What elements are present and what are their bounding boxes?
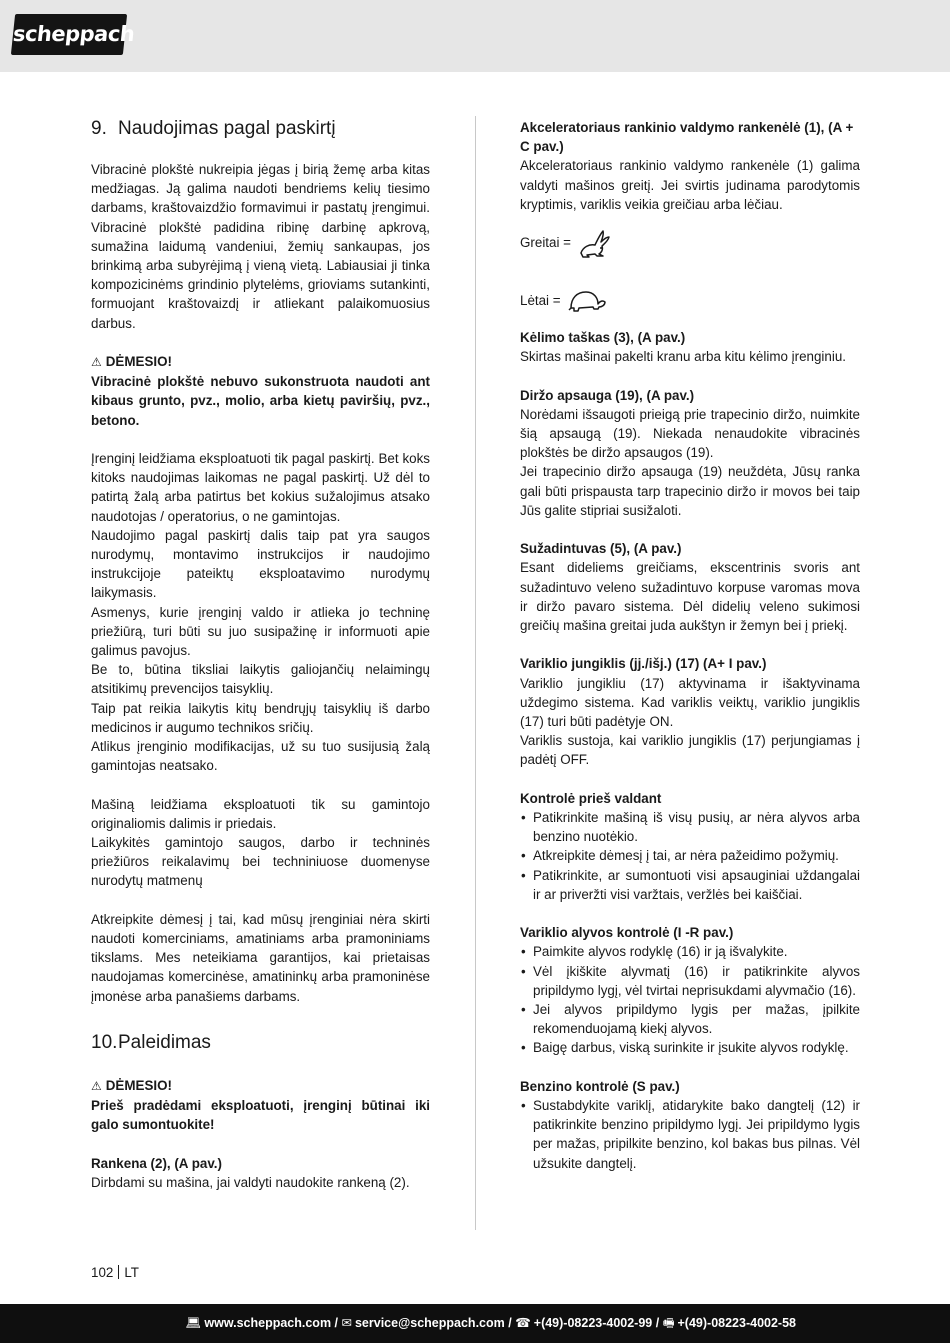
list-item: • Baigę darbus, viską surinkite ir įsukite alyvos rodyklę.	[520, 1038, 860, 1057]
engine-switch-heading: Variklio jungiklis (jj./išj.) (17) (A+ I pav.)	[520, 656, 767, 672]
phone-icon: ☎	[515, 1316, 531, 1330]
left-column	[91, 118, 430, 1192]
usage-paragraph-2: Naudojimo pagal paskirtį dalis taip pat yra saugos nurodymų, montavimo instrukcijos ir naudojimo instrukcijoje pateiktų eksploatavimo nurodymų laikymasis.	[91, 527, 430, 601]
email-link[interactable]: service@scheppach.com /	[354, 1316, 512, 1330]
handle-heading: Rankena (2), (A pav.)	[91, 1155, 222, 1171]
list-item: • Sustabdykite variklį, atidarykite bako dangtelį (12) ir patikrinkite benzino pripildymo lygį. Jei pripildymo lygis per mažas, pripilkite benzino, kol bakas bus pilnas. Vėl užsukite dangtelį.	[520, 1096, 860, 1173]
exciter-heading: Sužadintuvas (5), (A pav.)	[520, 541, 682, 557]
warning-1-text: Vibracinė plokštė nebuvo sukonstruota naudoti ant kibaus grunto, pvz., molio, arba kietų paviršių, pvz., betono.	[91, 374, 430, 428]
section-10-number: 10.	[91, 1031, 118, 1053]
oil-check-heading: Variklio alyvos kontrolė (I -R pav.)	[520, 925, 734, 941]
warning-2-text: Prieš pradėdami eksploatuoti, įrenginį būtinai iki galo sumontuokite!	[91, 1098, 430, 1133]
phone-number: +(49)-08223-4002-99 /	[533, 1316, 660, 1330]
warning-icon: ⚠	[91, 1078, 102, 1093]
computer-icon: 💻︎	[185, 1316, 202, 1330]
fuel-check-heading: Benzino kontrolė (S pav.)	[520, 1078, 680, 1094]
warning-icon: ⚠	[91, 355, 102, 370]
section-10-title: Paleidimas	[118, 1031, 211, 1053]
belt-guard-text-2: Jei trapecinio diržo apsauga (19) neuždėta, Jūsų ranka gali būti prispausta tarp trapecinio diržo ir movos bei taip Jūs galite stipriai susižaloti.	[520, 464, 860, 518]
mail-icon: ✉	[341, 1316, 352, 1330]
rabbit-icon	[577, 227, 611, 259]
belt-guard-text-1: Norėdami išsaugoti prieigą prie trapecinio diržo, nuimkite šią apsaugą (19). Niekada nenaudokite vibracinės plokštės be diržo apsaugos (19).	[520, 406, 860, 461]
handle-text: Dirbdami su mašina, jai valdyti naudokite rankeną (2).	[91, 1174, 410, 1190]
commercial-use-paragraph: Atkreipkite dėmesį į tai, kad mūsų įrenginiai nėra skirti naudoti komerciniams, amatiniams arba pramoniniams tikslams. Mes neteikiama garantijos, kai prietaisas naudojamas komercinėse, amatininkų arba pramoninėse įmonėse arba panašiems darbams.	[91, 911, 430, 1004]
slow-row	[520, 282, 860, 320]
parts-paragraph-2: Laikykitės gamintojo saugos, darbo ir techninės priežiūros reikalavimų bei techniniuose duomenyse nurodytų matmenų	[91, 835, 430, 889]
parts-paragraph-1: Mašiną leidžiama eksploatuoti tik su gamintojo originaliomis dalimis ir priedais.	[91, 796, 430, 831]
pre-operation-check-list	[520, 808, 860, 904]
slow-label: Lėtai =	[520, 293, 561, 309]
section-9-title: Naudojimas pagal paskirtį	[118, 118, 336, 139]
warning-2	[91, 1076, 430, 1096]
list-item: • Patikrinkite, ar sumontuoti visi apsauginiai uždangalai ir ar priveržti visi varžtais, veržlės bei kaiščiai.	[520, 866, 860, 904]
usage-paragraph-4: Be to, būtina tiksliai laikytis galiojančių nelaimingų atsitikimų prevencijos taisyklių.	[91, 662, 430, 697]
accelerator-heading: Akceleratoriaus rankinio valdymo rankenėlė (1), (A + C pav.)	[520, 120, 854, 155]
turtle-icon	[567, 286, 607, 316]
list-item: • Patikrinkite mašiną iš visų pusių, ar nėra alyvos arba benzino nuotėkio.	[520, 808, 860, 846]
engine-switch-text-1: Variklio jungikliu (17) aktyvinama ir išaktyvinama uždegimo sistema. Kad variklis veiktų, variklio jungiklis (17) turi būti padėtyje ON.	[520, 675, 860, 730]
intended-use-paragraph: Vibracinė plokštė nukreipia jėgas į birią žemę arba kitas medžiagas. Ją galima naudoti bendriems kelių tiesimo darbams, kraštovaizdžio formavimui ir pastatų įrengimui. Vibracinė plokštė padidina ribinę darbinę apkrovą, sumažina laidumą vandeniui, žemių sankaupas, jos brinkimą arba subyrėjimą į vieną vietą. Labiausiai ji tinka kompozicinėms grindinio plytelėms, grioviams sutankinti, formuojant kraštovaizdį ir atliekant palaikomuosius darbus.	[91, 162, 430, 331]
website-link[interactable]: www.scheppach.com /	[204, 1316, 339, 1330]
usage-paragraph-6: Atlikus įrenginio modifikacijas, už su tuo susijusią žalą gamintojas neatsako.	[91, 739, 430, 774]
oil-check-list	[520, 942, 860, 1057]
warning-2-label: DĖMESIO!	[105, 1077, 172, 1093]
warning-1	[91, 352, 430, 372]
section-9-number: 9.	[91, 118, 107, 139]
usage-paragraph-3: Asmenys, kurie įrenginį valdo ir atlieka jo techninę priežiūrą, turi būti su juo susipažinę ir informuoti apie galimus pavojus.	[91, 604, 430, 659]
list-item: • Jei alyvos pripildymo lygis per mažas, įpilkite rekomenduojamą kiekį alyvos.	[520, 1000, 860, 1038]
fast-row	[520, 224, 860, 262]
section-9-heading	[91, 118, 430, 140]
warning-1-label: DĖMESIO!	[105, 354, 172, 370]
fax-number: +(49)-08223-4002-58	[677, 1316, 796, 1330]
list-item: • Paimkite alyvos rodyklę (16) ir ją išvalykite.	[520, 942, 860, 961]
engine-switch-text-2: Variklis sustoja, kai variklio jungiklis (17) perjungiamas į padėtį OFF.	[520, 733, 860, 768]
pre-operation-check-heading: Kontrolė prieš valdant	[520, 790, 662, 806]
column-divider	[475, 116, 476, 1230]
fax-icon: 🖷︎	[662, 1316, 675, 1330]
usage-paragraph-1: Įrenginį leidžiama eksploatuoti tik pagal paskirtį. Bet koks kitoks naudojimas laikomas ne pagal paskirtį. Už dėl to patirtą žalą arba patirtus bet kokius sužalojimus atsako naudotojas / operatorius, o ne gamintojas.	[91, 451, 430, 524]
list-item: • Vėl įkiškite alyvmatį (16) ir patikrinkite alyvos pripildymo lygį, vėl tvirtai neprisukdami alyvmačio (16).	[520, 962, 860, 1000]
belt-guard-heading: Diržo apsauga (19), (A pav.)	[520, 387, 695, 403]
header-bar	[0, 0, 950, 72]
contact-footer	[0, 1304, 950, 1343]
fast-label: Greitai =	[520, 235, 571, 251]
lifting-point-text: Skirtas mašinai pakelti kranu arba kitu kėlimo įrenginiu.	[520, 349, 846, 365]
lifting-point-heading: Kėlimo taškas (3), (A pav.)	[520, 330, 686, 346]
scheppach-logo: scheppach	[11, 14, 127, 55]
fuel-check-list	[520, 1096, 860, 1173]
language-code: LT	[124, 1265, 139, 1280]
list-item: • Atkreipkite dėmesį į tai, ar nėra pažeidimo požymių.	[520, 846, 860, 865]
page-number: 102	[91, 1265, 114, 1280]
usage-paragraph-5: Taip pat reikia laikytis kitų bendrųjų taisyklių iš darbo medicinos ir augumo technikos sričių.	[91, 700, 430, 735]
page-footer-number	[91, 1265, 139, 1280]
exciter-text: Esant dideliems greičiams, ekscentrinis svoris ant sužadintuvo veleno sužadintuvo korpuse varomas mova ir diržo pavaro sistema. Dėl didelių veleno sukimosi greičių mašina greitai juda aukštyn ir žemyn bei į priekį.	[520, 560, 860, 634]
accelerator-text: Akceleratoriaus rankinio valdymo rankenėle (1) galima valdyti mašinos greitį. Jei svirtis judinama parodytomis kryptimis, variklis veikia greičiau arba lėčiau.	[520, 158, 860, 212]
right-column	[520, 118, 860, 1173]
section-10-heading	[91, 1032, 430, 1054]
